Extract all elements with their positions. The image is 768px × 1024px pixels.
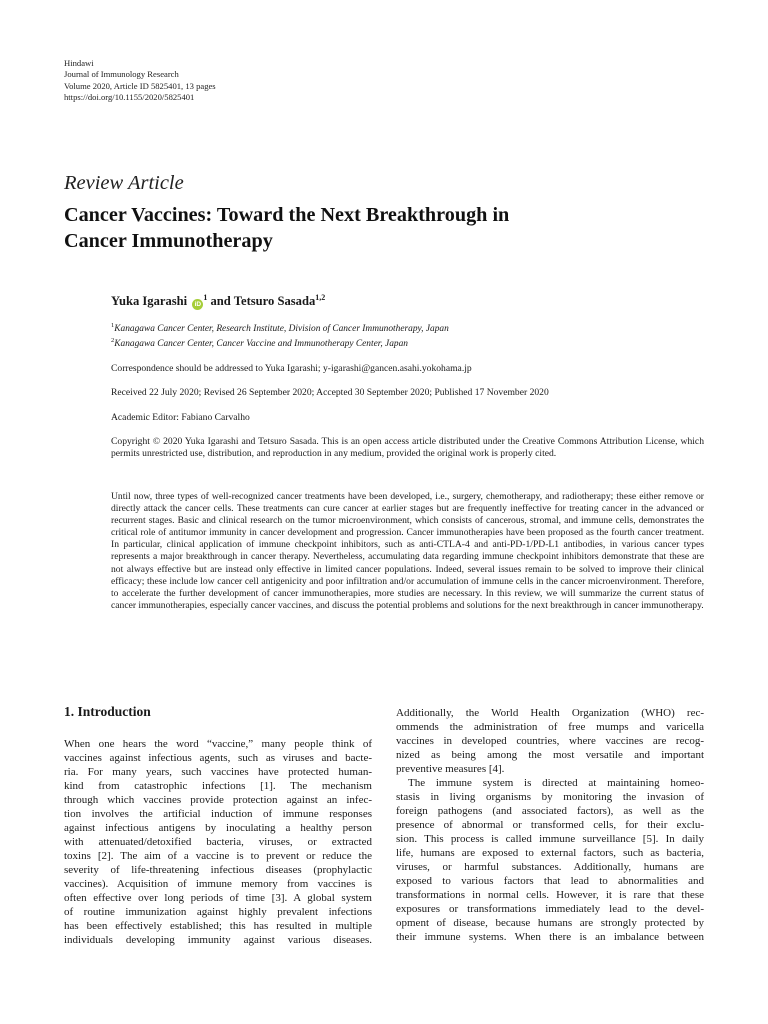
orcid-icon[interactable]: iD: [192, 299, 203, 310]
affiliation-text: Kanagawa Cancer Center, Cancer Vaccine and Immunotherapy Center, Japan: [114, 339, 408, 350]
body-line: often effective over long periods of time [3]. A global system: [64, 892, 372, 904]
author-name: Yuka Igarashi: [111, 294, 188, 308]
body-line: foreign pathogens (and associated factors), as well as the: [396, 805, 704, 817]
body-line: The immune system is directed at maintaining homeo-: [408, 777, 704, 789]
affiliation-number: 1: [111, 322, 115, 329]
body-line: exposed to various factors that lead to abnormalities and: [396, 875, 704, 887]
body-line: their immune systems. When there is an imbalance between: [396, 931, 704, 943]
publication-dates: Received 22 July 2020; Revised 26 September 2020; Accepted 30 September 2020; Published 17 November 2020: [111, 387, 549, 398]
body-column-right: [396, 706, 704, 944]
body-line: of routine immunization against highly prevalent infections: [64, 906, 372, 918]
body-line: When one hears the word “vaccine,” many people think of: [64, 738, 372, 750]
body-line: opment of disease, because humans are strongly protected by: [396, 917, 704, 929]
author-list: [111, 293, 325, 310]
body-line: presence of abnormal or transformed cells, for their exclu-: [396, 819, 704, 831]
body-line: Additionally, the World Health Organization (WHO) rec-: [396, 707, 704, 719]
body-line: has been effectively established; this has resulted in multiple: [64, 920, 372, 932]
body-line: individuals developing immunity against various diseases.: [64, 934, 372, 946]
body-line: severity of life-threatening infectious diseases (prophylactic: [64, 864, 372, 876]
body-line: nized as being among the most versatile and important: [396, 749, 704, 761]
author-affiliation-sup: 1: [203, 293, 208, 302]
academic-editor: Academic Editor: Fabiano Carvalho: [111, 412, 250, 423]
body-line: exposures or transformations immediately lead to the devel-: [396, 903, 704, 915]
journal-name: Journal of Immunology Research: [64, 69, 179, 80]
body-line: toxins [2]. The aim of a vaccine is to prevent or reduce the: [64, 850, 372, 862]
correspondence: Correspondence should be addressed to Yuka Igarashi; y-igarashi@gancen.asahi.yokohama.jp: [111, 363, 472, 374]
body-line: transformations in normal cells. However, it is rare that these: [396, 889, 704, 901]
abstract: Until now, three types of well-recognized cancer treatments have been developed, i.e., surgery, chemotherapy, and radiotherapy; these either remove or directly attack the cancer cells. These treatments can cure cancer at earlier stages but are frequently ineffective for treating cancer in the advanced or recurrent stages. Basic and clinical research on the tumor microenvironment, which consists of cancerous, stromal, and immune cells, demonstrates the critical role of antitumor immunity in cancer development and progression. Cancer immunotherapies have been proposed as the fourth cancer treatment. In particular, clinical application of immune checkpoint inhibitors, such as anti-CTLA-4 and anti-PD-1/PD-L1 antibodies, in various cancer types represents a major breakthrough in cancer therapy. Nevertheless, accumulating data regarding immune checkpoint inhibitors demonstrate that these are not always effective but are instead only effective in limited cancer populations. Indeed, several issues remain to be solved to improve their clinical efficacy; these include low cancer cell antigenicity and poor infiltration and/or accumulation of immune cells in the cancer microenvironment. Therefore, to accelerate the further development of cancer immunotherapies, more studies are necessary. In this review, we will summarize the current status of cancer immunotherapies, especially cancer vaccines, and discuss the potential problems and solutions for the next breakthrough in cancer immunotherapy.: [111, 491, 704, 611]
affiliation-number: 2: [111, 337, 115, 345]
body-line: ommends the administration of free mumps and varicella: [396, 721, 704, 733]
body-line: through which vaccines provide protection against an infec-: [64, 794, 372, 806]
publisher-name: Hindawi: [64, 58, 94, 68]
affiliations: [111, 320, 449, 351]
article-type: Review Article: [64, 172, 184, 194]
body-line: vaccines against infectious agents, such as viruses and bacte-: [64, 752, 372, 764]
author-conjunction: and: [210, 294, 231, 308]
body-column-left: [64, 737, 372, 947]
body-line: viruses, or harmful substances. Additionally, humans are: [396, 861, 704, 873]
section-heading: 1. Introduction: [64, 704, 151, 719]
copyright-notice: Copyright © 2020 Yuka Igarashi and Tetsuro Sasada. This is an open access article distributed under the Creative Commons Attribution License, which permits unrestricted use, distribution, and reproduction in any medium, provided the original work is properly cited.: [111, 436, 704, 460]
body-line: kind from catastrophic infections [1]. The mechanism: [64, 780, 372, 792]
doi-link[interactable]: https://doi.org/10.1155/2020/5825401: [64, 91, 195, 102]
body-line: with attenuated/detoxified bacteria, viruses, or extracted: [64, 836, 372, 848]
journal-masthead: [64, 58, 216, 103]
title-line: Cancer Immunotherapy: [64, 229, 273, 252]
body-line: life, humans are exposed to external factors, such as bacteria,: [396, 847, 704, 859]
title-line: Cancer Vaccines: Toward the Next Breakthrough in: [64, 204, 510, 226]
affiliation-item: [111, 335, 449, 350]
body-line: preventive measures [4].: [396, 763, 505, 775]
volume-info: Volume 2020, Article ID 5825401, 13 pages: [64, 80, 216, 91]
affiliation-text: Kanagawa Cancer Center, Research Institute, Division of Cancer Immunotherapy, Japan: [114, 324, 449, 334]
affiliation-item: [111, 320, 449, 335]
author-affiliation-sup: 1,2: [315, 293, 326, 302]
body-line: ria. For many years, such vaccines have protected human-: [64, 766, 372, 778]
article-title: [64, 203, 684, 254]
body-line: vaccines in developed countries, where vaccines are recog-: [396, 735, 704, 747]
body-line: vaccines). Acquisition of immune memory from vaccines is: [64, 878, 372, 890]
body-line: stasis in living organisms by monitoring the invasion of: [396, 791, 704, 803]
body-line: tion involves the artificial induction of immune responses: [64, 808, 372, 820]
body-line: against infectious antigens by inoculating a healthy person: [64, 822, 372, 834]
body-line: sion. This process is called immune surveillance [5]. In daily: [396, 833, 704, 845]
author-name: Tetsuro Sasada: [233, 294, 316, 308]
